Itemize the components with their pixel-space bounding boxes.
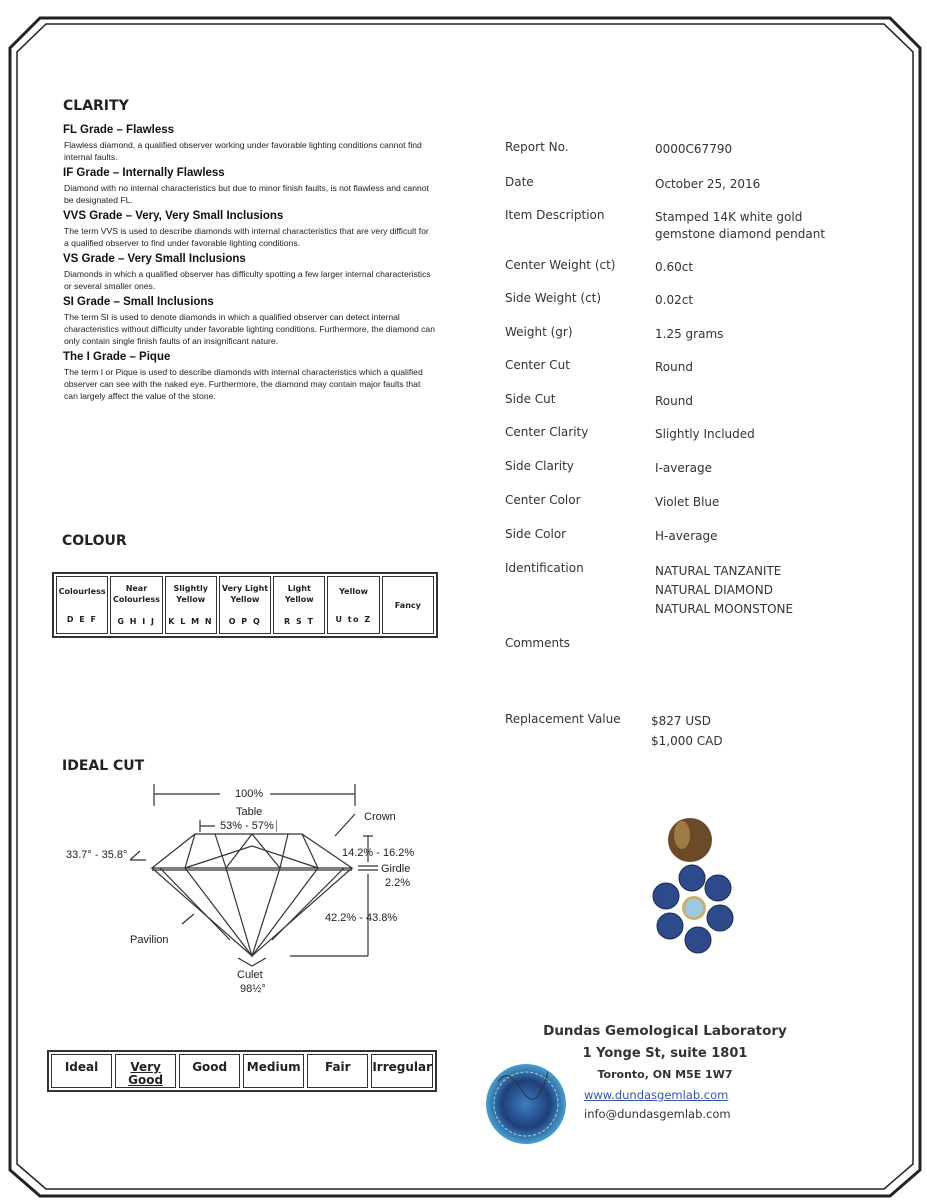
lab-website-link[interactable]: www.dundasgemlab.com [584,1088,729,1102]
report-value: Stamped 14K white gold gemstone diamond pendant [655,210,826,241]
colour-name: Light Yellow [284,583,314,604]
lab-email: info@dundasgemlab.com [584,1107,731,1121]
colour-name: Colourless [58,586,106,596]
colour-grades: G H I J [117,617,156,627]
report-label: Date [505,175,534,189]
colour-grades: D E F [66,614,98,624]
cut-grade-cell: Ideal [51,1054,112,1088]
report-label: Center Cut [505,358,570,372]
report-label: Comments [505,636,571,650]
lab-address2: Toronto, ON M5E 1W7 [597,1068,733,1081]
cut-grade-cell: Fair [307,1054,368,1088]
girdle-label: Girdle [381,863,411,875]
grade-text: Diamond with no internal characteristics but due to minor finish faults, is not flawless and cannot be designated FL. [64,183,429,205]
report-label: Weight (gr) [505,325,573,339]
colour-name: Fancy [394,600,421,610]
cut-grade-cell: Medium [243,1054,304,1088]
width-label: 100% [232,788,266,800]
report-label: Report No. [505,140,569,154]
pavilion-label: Pavilion [130,934,169,946]
colour-name: Yellow [339,586,368,596]
grade-text: The term SI is used to denote diamonds in which a qualified observer can detect internal characteristics without difficulty under favorable lighting conditions. Furthermore, the diamond can only contain single finish faults of an insignificant nature. [64,312,435,346]
report-value: Violet Blue [655,495,720,509]
lab-address1: 1 Yonge St, suite 1801 [582,1046,748,1061]
grade-heading: FL Grade – Flawless [63,124,175,136]
cut-grade-cell: Irregular [371,1054,433,1088]
culet-label: Culet [237,969,263,981]
report-value: 0.60ct [655,260,694,274]
report-label: Center Clarity [505,425,589,439]
colour-grades: O P Q [228,617,262,627]
crown-height-label: 14.2% - 16.2% [342,847,415,859]
pavilion-depth-label: 42.2% - 43.8% [325,912,398,924]
crown-angle-label: 33.7° - 35.8° [66,849,128,861]
pendant-photo [630,810,760,965]
colour-title: COLOUR [62,533,127,549]
colour-name: Near Colourless [112,583,160,604]
grade-heading: VS Grade – Very Small Inclusions [63,253,246,265]
report-label: Side Color [505,527,567,541]
lab-name: Dundas Gemological Laboratory [543,1023,787,1039]
crown-label: Crown [364,811,396,823]
colour-grades: K L M N [168,617,214,627]
report-label: Center Weight (ct) [505,258,616,272]
report-value: $827 USD $1,000 CAD [651,714,723,748]
cut-grade-table [47,1050,437,1092]
grade-heading: The I Grade – Pique [63,351,171,363]
grade-heading: VVS Grade – Very, Very Small Inclusions [63,210,284,222]
girdle-value: 2.2% [385,877,411,889]
grade-heading: IF Grade – Internally Flawless [63,167,225,179]
colour-grades: U to Z [335,614,372,624]
grade-heading: SI Grade – Small Inclusions [63,296,214,308]
report-value: 1.25 grams [655,327,724,341]
report-value: 0000C67790 [655,142,733,156]
report-value: Slightly Included [655,427,755,441]
cut-grade-cell: Good [179,1054,240,1088]
report-label: Replacement Value [505,712,621,726]
report-label: Side Clarity [505,459,574,473]
grade-text: The term VVS is used to describe diamonds with internal characteristics that are very difficult for a qualified observer to find under favorable lighting conditions. [64,226,429,248]
table-label: Table [236,806,263,818]
report-label: Side Cut [505,392,556,406]
report-value: NATURAL TANZANITE NATURAL DIAMOND NATURAL MOONSTONE [655,564,794,616]
report-value: October 25, 2016 [655,177,761,191]
cut-grade-cell: Very Good [115,1054,176,1088]
colour-grades: R S T [284,617,315,627]
colour-name: Slightly Yellow [173,583,208,604]
report-value: Round [655,394,693,408]
hologram-seal-icon [478,1052,573,1152]
grade-text: The term I or Pique is used to describe diamonds with internal characteristics which a qualified observer can see with the naked eye. Furthermore, the diamond may contain major faults that can largely affect the value of the stone. [64,367,423,401]
grade-text: Diamonds in which a qualified observer has difficulty spotting a few larger internal characteristics or several smaller ones. [64,269,431,291]
report-value: I-average [655,461,712,475]
report-label: Identification [505,561,584,575]
report-value: H-average [655,529,718,543]
clarity-title: CLARITY [63,98,129,114]
colour-name: Very Light Yellow [221,583,269,604]
report-value: Round [655,360,693,374]
table-range-label: 53% - 57% [220,820,274,832]
ideal-cut-title: IDEAL CUT [62,758,145,774]
report-label: Center Color [505,493,581,507]
report-value: 0.02ct [655,293,694,307]
grade-text: Flawless diamond, a qualified observer working under favorable lighting conditions cannot find internal faults. [64,140,422,162]
culet-angle-label: 98½° [240,983,266,995]
report-label: Item Description [505,208,605,222]
report-label: Side Weight (ct) [505,291,602,305]
